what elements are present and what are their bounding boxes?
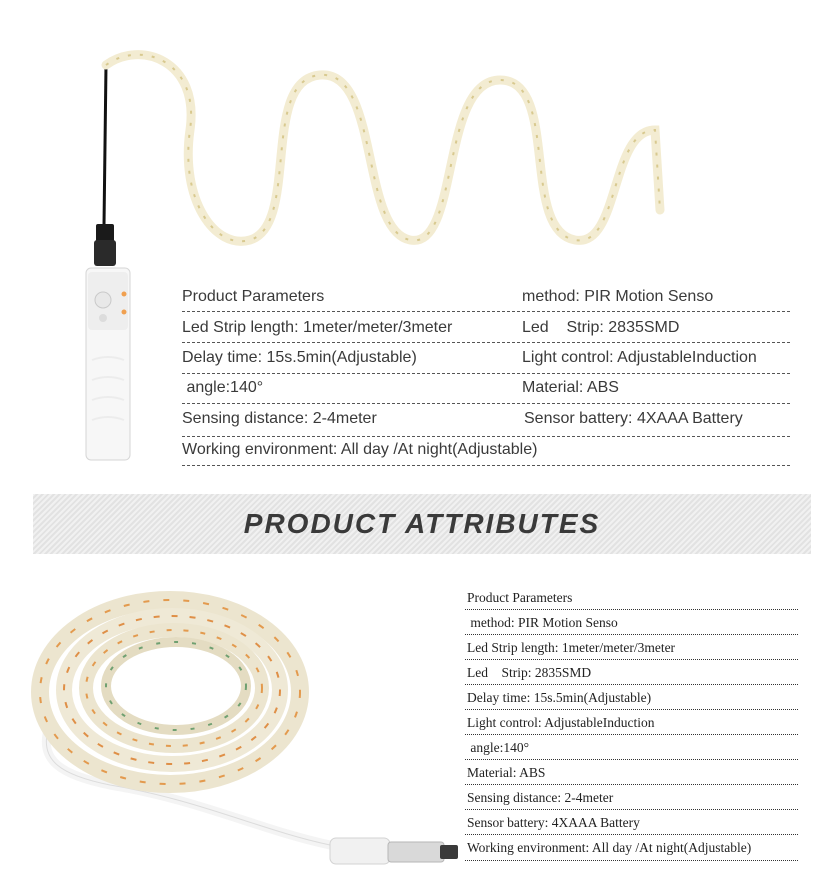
list-item: Sensing distance: 2-4meter [467, 790, 614, 805]
row-divider [182, 311, 790, 312]
banner-title: PRODUCT ATTRIBUTES [243, 508, 601, 539]
list-item: Led Strip: 2835SMD [467, 665, 592, 680]
list-item: Led Strip length: 1meter/meter/3meter [467, 640, 676, 655]
param-label: angle:140° [182, 379, 264, 396]
row-divider [465, 659, 798, 660]
led-strip-sensor-image [60, 40, 700, 470]
param-label: Product Parameters [182, 288, 325, 305]
row-divider [182, 373, 790, 374]
row-divider [465, 609, 798, 610]
row-divider [465, 734, 798, 735]
list-item: Product Parameters [467, 590, 573, 605]
row-divider [465, 759, 798, 760]
row-divider [182, 403, 790, 404]
param-label: Led Strip length: 1meter/meter/3meter [182, 319, 453, 336]
list-item: angle:140° [467, 740, 530, 755]
led-strip-coil-image [30, 590, 470, 880]
row-divider [182, 465, 790, 466]
list-item: method: PIR Motion Senso [467, 615, 618, 630]
list-item: Material: ABS [467, 765, 546, 780]
param-value: Material: ABS [522, 379, 619, 396]
row-divider [465, 709, 798, 710]
section-banner [33, 494, 811, 554]
row-divider [182, 436, 790, 437]
row-divider [465, 784, 798, 785]
row-divider [465, 684, 798, 685]
row-divider [465, 834, 798, 835]
row-divider [465, 809, 798, 810]
row-divider [182, 342, 790, 343]
param-label: Delay time: 15s.5min(Adjustable) [182, 349, 417, 366]
param-value: Led Strip: 2835SMD [522, 319, 680, 336]
param-label: Sensing distance: 2-4meter [182, 410, 377, 427]
param-value: Light control: AdjustableInduction [522, 349, 757, 366]
list-item: Light control: AdjustableInduction [467, 715, 655, 730]
param-label: Working environment: All day /At night(Adjustable) [182, 441, 538, 458]
row-divider [465, 860, 798, 861]
param-value: Sensor battery: 4XAAA Battery [524, 410, 743, 427]
list-item: Working environment: All day /At night(Adjustable) [467, 840, 752, 855]
list-item: Delay time: 15s.5min(Adjustable) [467, 690, 652, 705]
list-item: Sensor battery: 4XAAA Battery [467, 815, 640, 830]
row-divider [465, 634, 798, 635]
param-value: method: PIR Motion Senso [522, 288, 714, 305]
